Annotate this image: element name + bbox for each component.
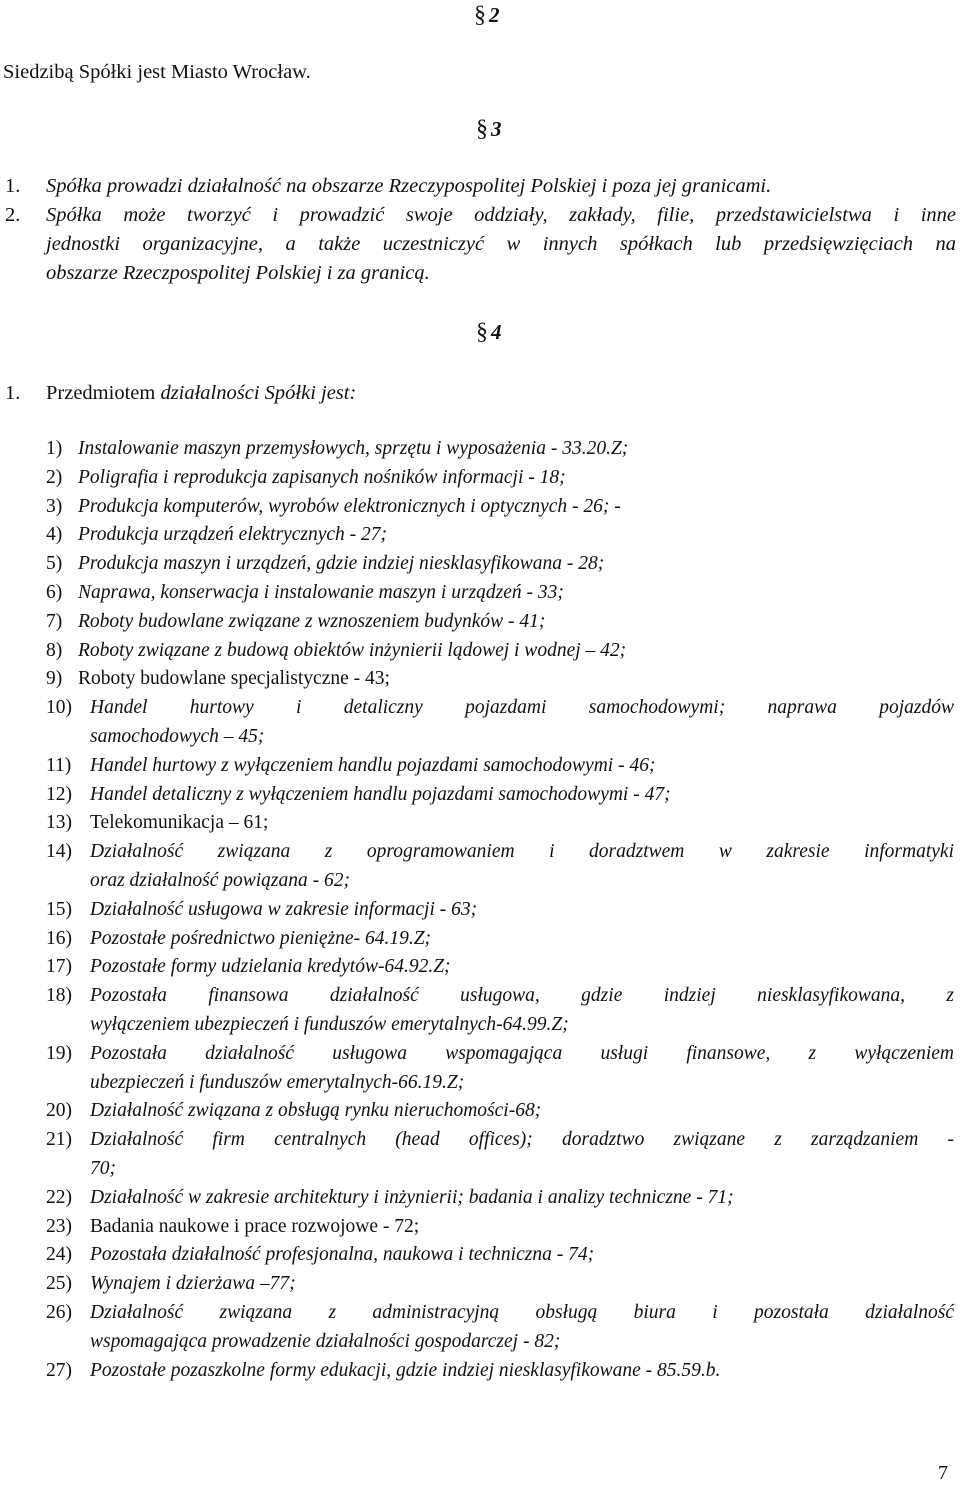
list-item-text: wspomagająca prowadzenie działalności gospodarczej - 82; xyxy=(90,1330,561,1352)
page-number: 7 xyxy=(938,1462,948,1484)
list-item xyxy=(0,1040,960,1069)
section-heading-4 xyxy=(476,319,502,346)
list-item-number: 6) xyxy=(46,581,63,603)
list-item-text: samochodowych – 45; xyxy=(90,725,265,747)
list-item-text: Pozostała działalność profesjonalna, naukowa i techniczna - 74; xyxy=(90,1244,595,1266)
list-item-number: 12) xyxy=(46,783,72,805)
list-item xyxy=(0,579,960,608)
section-sign-icon: § xyxy=(474,2,486,28)
list-item-continuation xyxy=(0,1155,960,1184)
item-line: jednostki organizacyjne, a także uczestniczyć w innych spółkach lub przedsięwzięciach na xyxy=(46,233,956,255)
list-item-number: 25) xyxy=(46,1273,72,1295)
list-item xyxy=(0,1126,960,1155)
list-item-number: 4) xyxy=(46,524,63,546)
list-item xyxy=(0,1097,960,1126)
list-item-text: Handel detaliczny z wyłączeniem handlu pojazdami samochodowymi - 47; xyxy=(90,783,671,805)
par3-item-2 xyxy=(0,201,960,288)
list-item-number: 17) xyxy=(46,956,72,978)
list-item-number: 22) xyxy=(46,1186,72,1208)
list-item-text: 70; xyxy=(90,1157,116,1179)
list-item-text: Działalność firm centralnych (head offices); doradztwo związane z zarządzaniem - xyxy=(90,1129,954,1151)
list-item-number: 18) xyxy=(46,985,72,1007)
list-item xyxy=(0,521,960,550)
list-item-number: 5) xyxy=(46,553,63,575)
item-number: 1. xyxy=(5,175,21,197)
section-heading-2 xyxy=(474,2,500,29)
list-item-number: 21) xyxy=(46,1129,72,1151)
section-sign-icon: § xyxy=(476,319,488,345)
list-item-continuation xyxy=(0,1328,960,1357)
list-item-text: Działalność usługowa w zakresie informacji - 63; xyxy=(90,898,478,920)
list-item-number: 2) xyxy=(46,466,63,488)
list-item-number: 9) xyxy=(46,668,63,690)
list-item xyxy=(0,752,960,781)
list-item-text: Działalność związana z administracyjną obsługą biura i pozostała działalność xyxy=(90,1301,954,1323)
list-item xyxy=(0,1270,960,1299)
list-item-text: Poligrafia i reprodukcja zapisanych nośników informacji - 18; xyxy=(78,466,566,488)
list-item-number: 8) xyxy=(46,639,63,661)
list-item-text: wyłączeniem ubezpieczeń i funduszów emerytalnych-64.99.Z; xyxy=(90,1013,569,1035)
list-item xyxy=(0,493,960,522)
list-item-text: Działalność w zakresie architektury i inżynierii; badania i analizy techniczne - 71; xyxy=(90,1186,734,1208)
list-item xyxy=(0,694,960,723)
list-item-text: oraz działalność powiązana - 62; xyxy=(90,869,351,891)
list-item-text: Telekomunikacja – 61; xyxy=(90,812,269,834)
list-item xyxy=(0,1241,960,1270)
section-heading-3 xyxy=(476,116,502,143)
item-number: 1. xyxy=(5,382,21,404)
list-item xyxy=(0,838,960,867)
list-item-text: Pozostałe pośrednictwo pieniężne- 64.19.Z; xyxy=(90,927,432,949)
intro-text xyxy=(46,379,956,408)
list-item xyxy=(0,637,960,666)
list-item-number: 27) xyxy=(46,1359,72,1381)
list-item xyxy=(0,953,960,982)
list-item xyxy=(0,608,960,637)
list-item-text: Produkcja maszyn i urządzeń, gdzie indziej niesklasyfikowana - 28; xyxy=(78,553,605,575)
list-item-continuation xyxy=(0,867,960,896)
list-item-number: 3) xyxy=(46,495,63,517)
list-item-number: 11) xyxy=(46,754,72,776)
par4-intro xyxy=(0,379,960,408)
list-item xyxy=(0,665,960,694)
section-number: 4 xyxy=(491,320,502,344)
section-number: 2 xyxy=(489,3,500,27)
list-item-text: Handel hurtowy i detaliczny pojazdami samochodowymi; naprawa pojazdów xyxy=(90,697,954,719)
list-item-continuation xyxy=(0,1069,960,1098)
list-item-number: 13) xyxy=(46,812,72,834)
list-item-text: Roboty budowlane związane z wznoszeniem budynków - 41; xyxy=(78,610,546,632)
list-item xyxy=(0,1184,960,1213)
seat-sentence: Siedzibą Spółki jest Miasto Wrocław. xyxy=(3,61,311,83)
list-item xyxy=(0,781,960,810)
list-item-text: Wynajem i dzierżawa –77; xyxy=(90,1273,296,1295)
intro-italic: działalności Spółki jest: xyxy=(160,382,357,404)
list-item-number: 24) xyxy=(46,1244,72,1266)
list-item xyxy=(0,550,960,579)
list-item xyxy=(0,925,960,954)
list-item xyxy=(0,982,960,1011)
par3-item-1 xyxy=(0,172,960,201)
list-item-text: Naprawa, konserwacja i instalowanie maszyn i urządzeń - 33; xyxy=(78,581,564,603)
list-item-text: Pozostała finansowa działalność usługowa, gdzie indziej niesklasyfikowana, z xyxy=(90,985,954,1007)
list-item-text: Działalność związana z oprogramowaniem i doradztwem w zakresie informatyki xyxy=(90,841,954,863)
list-item-text: ubezpieczeń i funduszów emerytalnych-66.19.Z; xyxy=(90,1071,465,1093)
list-item-number: 14) xyxy=(46,841,72,863)
list-item-text: Pozostała działalność usługowa wspomagająca usługi finansowe, z wyłączeniem xyxy=(90,1042,954,1064)
list-item-number: 10) xyxy=(46,697,72,719)
list-item-text: Produkcja urządzeń elektrycznych - 27; xyxy=(78,524,388,546)
list-item-text: Instalowanie maszyn przemysłowych, sprzętu i wyposażenia - 33.20.Z; xyxy=(78,438,629,459)
section-number: 3 xyxy=(491,117,502,141)
activity-list xyxy=(0,435,960,1385)
list-item-number: 16) xyxy=(46,927,72,949)
list-item-text: Produkcja komputerów, wyrobów elektronicznych i optycznych - 26; - xyxy=(78,495,621,517)
list-item-number: 1) xyxy=(46,438,63,459)
list-item-number: 19) xyxy=(46,1042,72,1064)
list-item xyxy=(0,1357,960,1386)
list-item xyxy=(0,464,960,493)
item-line: Spółka może tworzyć i prowadzić swoje oddziały, zakłady, filie, przedstawicielstwa i inne xyxy=(46,204,956,226)
section-sign-icon: § xyxy=(476,116,488,142)
list-item-number: 20) xyxy=(46,1100,72,1122)
list-item-text: Pozostałe formy udzielania kredytów-64.92.Z; xyxy=(90,956,451,978)
list-item xyxy=(0,1299,960,1328)
list-item-text: Roboty związane z budową obiektów inżynierii lądowej i wodnej – 42; xyxy=(78,639,627,661)
list-item xyxy=(0,1213,960,1242)
list-item-continuation xyxy=(0,1011,960,1040)
item-line: obszarze Rzeczpospolitej Polskiej i za granicą. xyxy=(46,262,430,284)
list-item-continuation xyxy=(0,723,960,752)
list-item-number: 7) xyxy=(46,610,63,632)
list-item-text: Działalność związana z obsługą rynku nieruchomości-68; xyxy=(90,1100,542,1122)
list-item-text: Pozostałe pozaszkolne formy edukacji, gdzie indziej niesklasyfikowane - 85.59.b. xyxy=(90,1359,721,1381)
list-item xyxy=(0,435,960,464)
list-item-number: 26) xyxy=(46,1301,72,1323)
list-item xyxy=(0,896,960,925)
list-item-number: 15) xyxy=(46,898,72,920)
list-item-text: Badania naukowe i prace rozwojowe - 72; xyxy=(90,1215,420,1237)
intro-upright: Przedmiotem xyxy=(46,382,156,404)
item-text: Spółka prowadzi działalność na obszarze Rzeczypospolitej Polskiej i poza jej granicami. xyxy=(46,175,772,197)
list-item-text: Roboty budowlane specjalistyczne - 43; xyxy=(78,668,390,690)
list-item xyxy=(0,809,960,838)
item-number: 2. xyxy=(5,204,21,226)
list-item-text: Handel hurtowy z wyłączeniem handlu pojazdami samochodowymi - 46; xyxy=(90,754,656,776)
list-item-number: 23) xyxy=(46,1215,72,1237)
